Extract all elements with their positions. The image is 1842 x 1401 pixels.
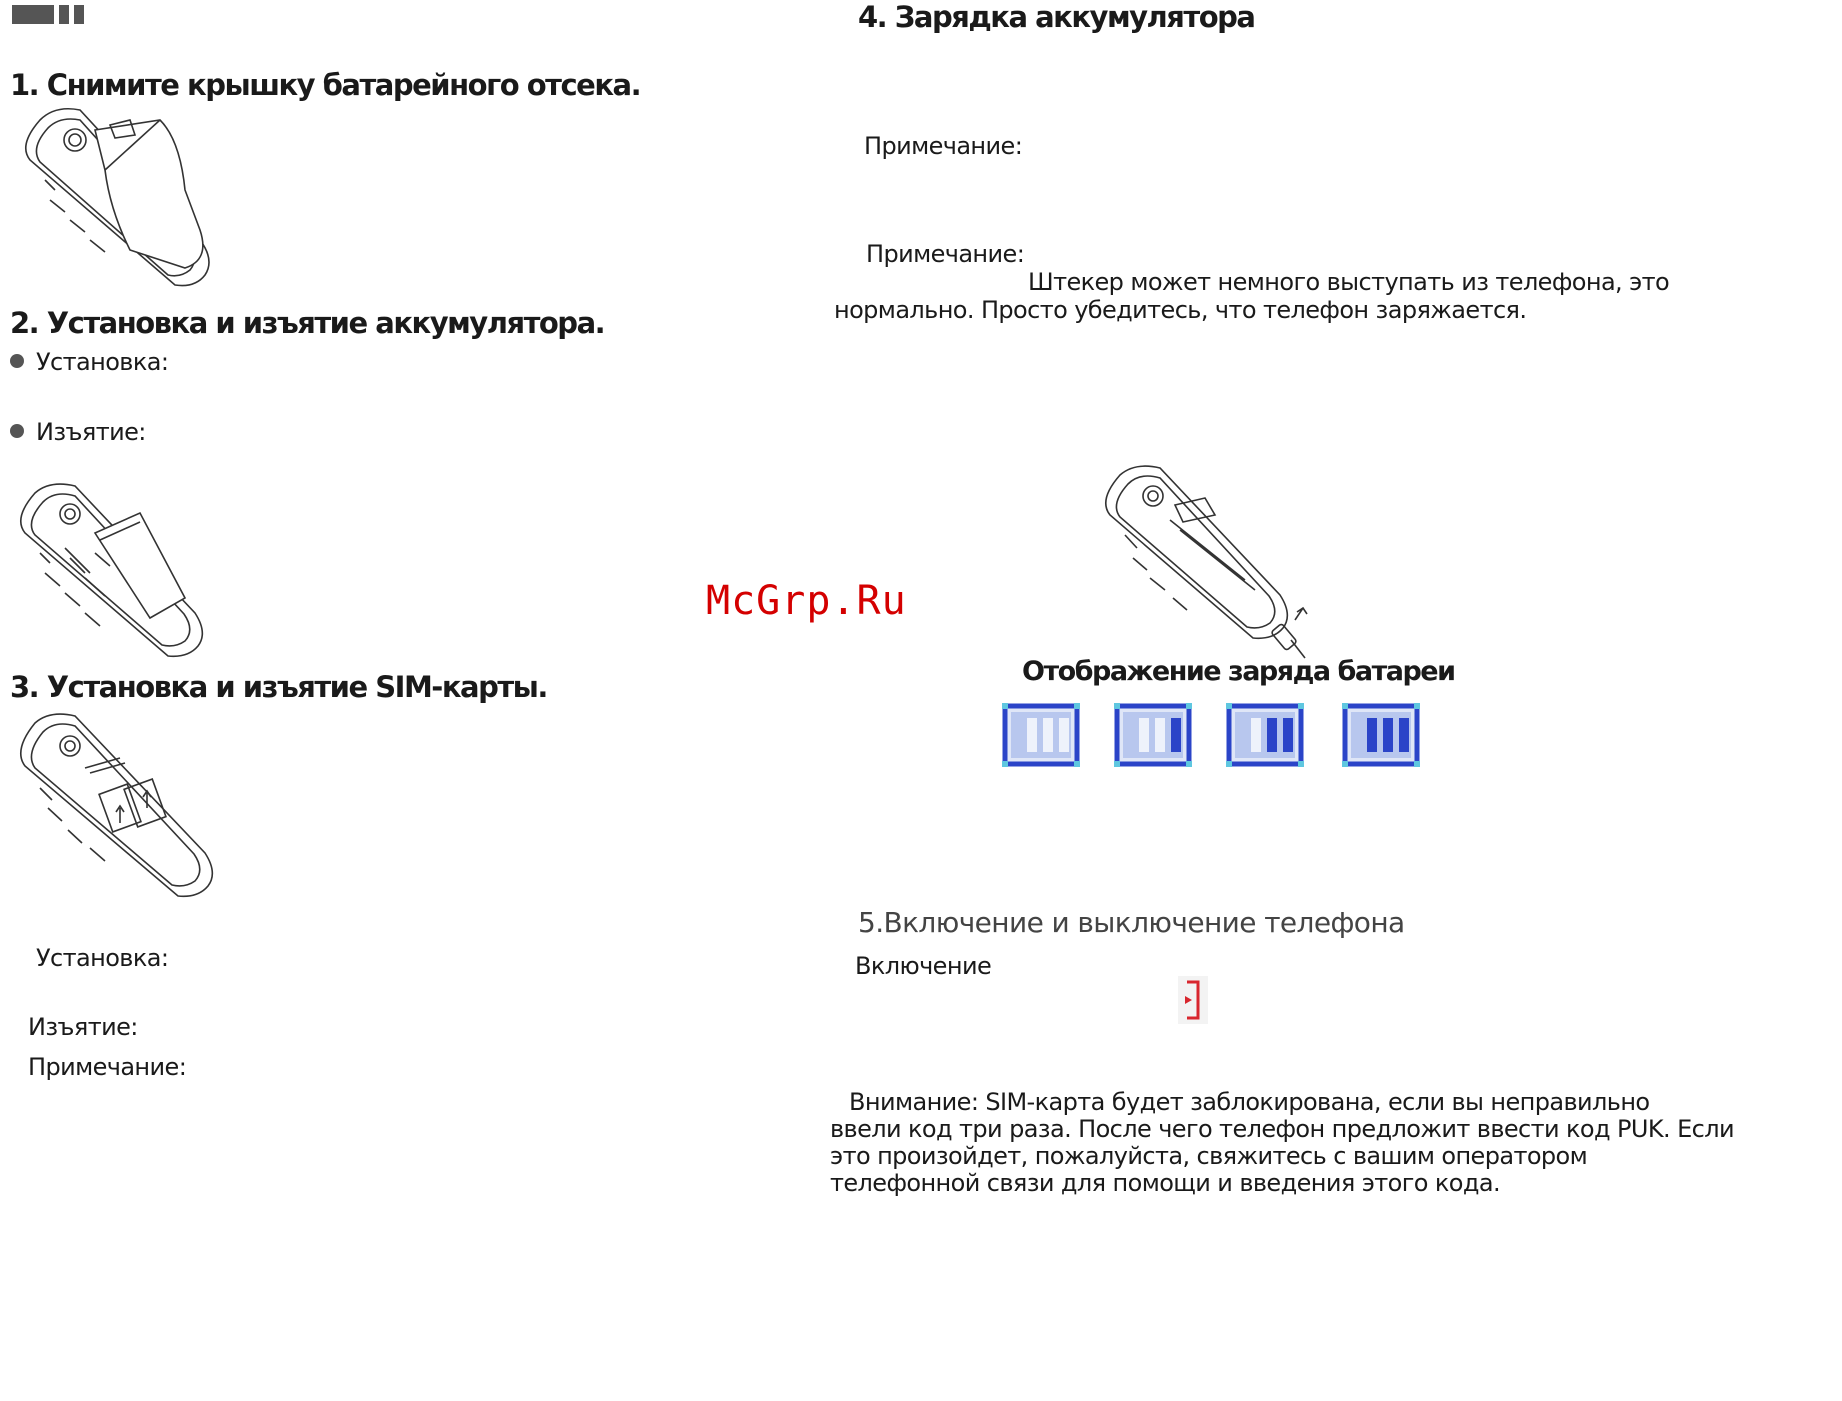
watermark: McGrp.Ru (706, 578, 907, 624)
battery-level-icon (1342, 703, 1420, 767)
battery-level-icon (1002, 703, 1080, 767)
battery-display-title: Отображение заряда батареи (1022, 656, 1455, 687)
bullet-icon (10, 354, 24, 368)
sim-warning-line-2: ввели код три раза. После чего телефон предложит ввести код PUK. Если (830, 1115, 1734, 1143)
section-2-title: 2. Установка и изъятие аккумулятора. (10, 306, 605, 340)
sim-warning-line-1: Внимание: SIM-карта будет заблокирована, если вы неправильно (849, 1088, 1650, 1116)
charging-note-2-line-1: Штекер может немного выступать из телефона, это (1028, 268, 1670, 296)
battery-remove-label: Изъятие: (10, 418, 146, 446)
phone-battery-illustration (10, 478, 210, 663)
section-1-title: 1. Снимите крышку батарейного отсека. (10, 68, 641, 102)
sim-note-label: Примечание: (28, 1053, 187, 1081)
battery-level-icon (1114, 703, 1192, 767)
phone-sim-illustration (10, 708, 220, 898)
power-on-label: Включение (855, 952, 992, 980)
page-marker-icon (12, 5, 87, 25)
battery-level-icons (1000, 700, 1430, 775)
charging-note-1: Примечание: (864, 132, 1023, 160)
sim-warning-line-4: телефонной связи для помощи и введения этого кода. (830, 1169, 1500, 1197)
charging-note-2-line-2: нормально. Просто убедитесь, что телефон заряжается. (834, 296, 1527, 324)
charging-note-2: Примечание: (866, 240, 1025, 268)
battery-level-icon (1226, 703, 1304, 767)
section-3-title: 3. Установка и изъятие SIM-карты. (10, 670, 547, 704)
section-4-title: 4. Зарядка аккумулятора (858, 0, 1255, 34)
phone-battery-cover-illustration (10, 100, 220, 290)
sim-install-label: Установка: (36, 944, 169, 972)
sim-remove-label: Изъятие: (28, 1013, 138, 1041)
section-5-title: 5.Включение и выключение телефона (858, 906, 1405, 939)
power-key-icon (1178, 976, 1208, 1024)
sim-warning-line-3: это произойдет, пожалуйста, свяжитесь с вашим оператором (830, 1142, 1588, 1170)
bullet-icon (10, 424, 24, 438)
phone-charging-illustration (1095, 460, 1325, 660)
battery-install-label: Установка: (10, 348, 168, 376)
